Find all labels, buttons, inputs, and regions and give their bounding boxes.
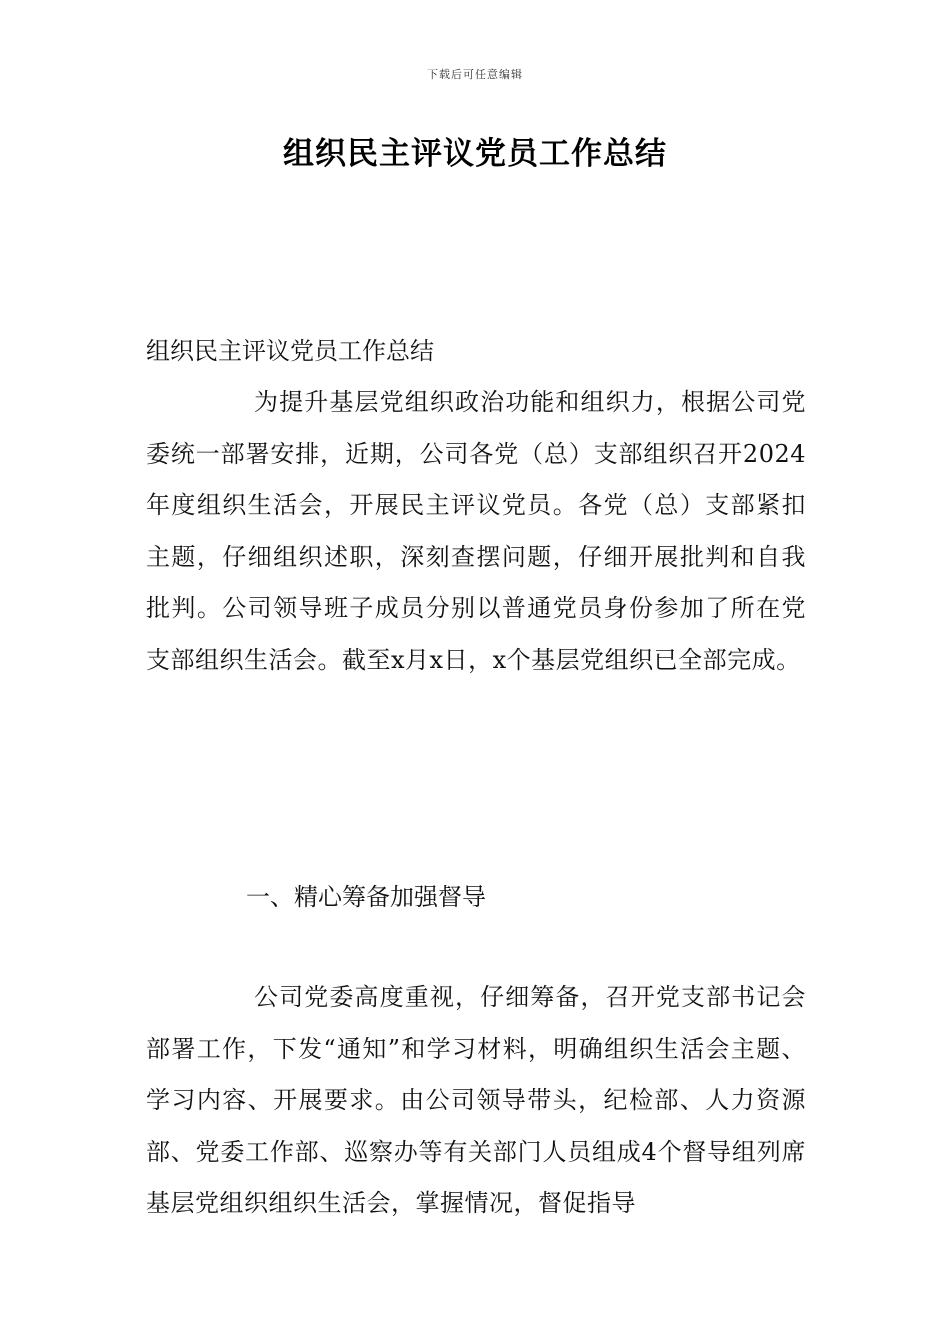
header-note: 下载后可任意编辑 [427,68,523,81]
paragraph-intro: 为提升基层党组织政治功能和组织力，根据公司党委统一部署安排，近期，公司各党（总）支部组织召开2024年度组织生活会，开展民主评议党员。各党（总）支部紧扣主题，仔细组织述职，深刻查摆问题，仔细开展批判和自我批判。公司领导班子成员分别以普通党员身份参加了所在党支部组织生活会。截至x月x日，x个基层党组织已全部完成。 [146,388,806,674]
document-title: 组织民主评议党员工作总结 [283,136,667,172]
paragraph-section-1: 公司党委高度重视，仔细筹备，召开党支部书记会部署工作，下发“通知”和学习材料，明确组织生活会主题、学习内容、开展要求。由公司领导带头，纪检部、人力资源部、党委工作部、巡察办等有关部门人员组成4个督导组列席基层党组织组织生活会，掌握情况，督促指导 [146,983,806,1217]
document-subtitle: 组织民主评议党员工作总结 [146,337,434,365]
section-heading-1: 一、精心筹备加强督导 [246,883,486,911]
